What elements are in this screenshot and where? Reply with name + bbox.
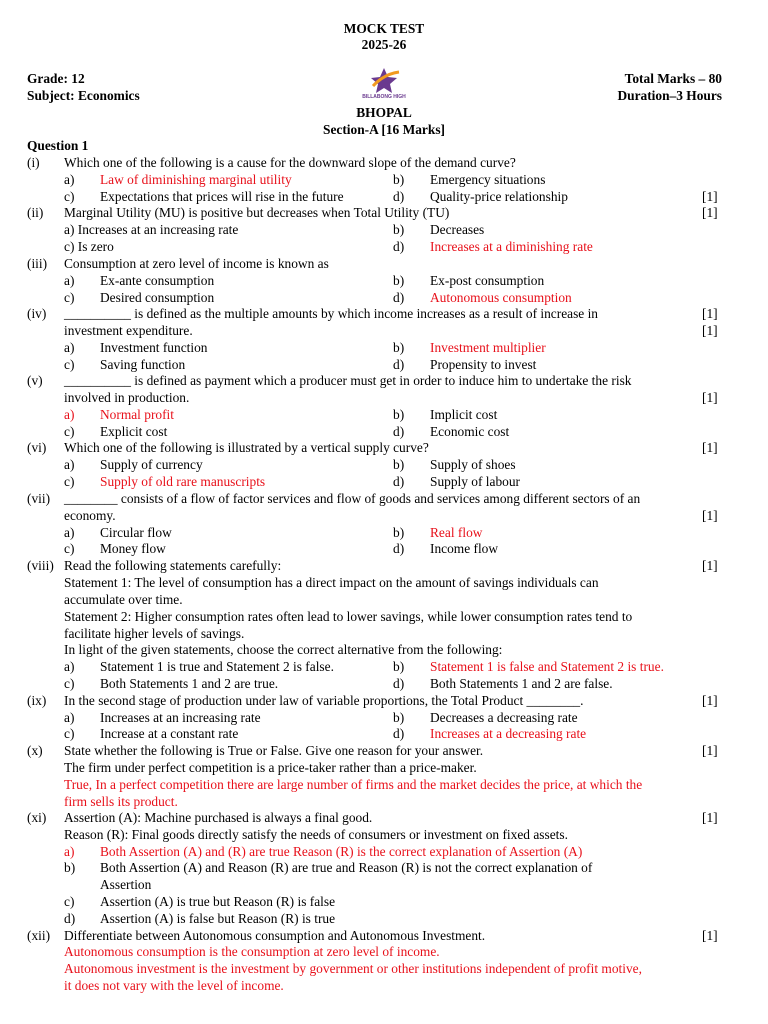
- option-a: Investment function: [100, 340, 208, 355]
- question-text: __________ is defined as payment which a producer must get in order to induce him to undertake the risk: [64, 373, 632, 388]
- option-d: Assertion (A) is false but Reason (R) is true: [100, 911, 336, 926]
- marks: [1]: [702, 189, 718, 204]
- option-d: Economic cost: [430, 424, 510, 439]
- option-a: a) Increases at an increasing rate: [64, 222, 239, 237]
- question-number: (ii): [27, 205, 44, 220]
- option-a: Ex-ante consumption: [100, 273, 215, 288]
- options-row: [0, 340, 768, 357]
- reason-text: Reason (R): Final goods directly satisfy the needs of consumers or investment on fixed assets.: [64, 827, 568, 842]
- option-c: Expectations that prices will rise in the future: [100, 189, 344, 204]
- options-row: [0, 525, 768, 542]
- star-logo-icon: [359, 66, 409, 96]
- option-b-answer: Real flow: [430, 525, 483, 540]
- option-row-cont: [0, 877, 768, 894]
- statement-1-cont: [0, 592, 768, 609]
- option-row: [0, 911, 768, 928]
- options-row: [0, 407, 768, 424]
- option-label: d): [393, 239, 405, 254]
- answer-text: Autonomous investment is the investment by government or other institutions independent of profit motive,: [64, 961, 642, 976]
- question-x: [0, 743, 768, 760]
- reason: [0, 827, 768, 844]
- option-label: b): [64, 860, 76, 875]
- options-row: [0, 710, 768, 727]
- city-label: BHOPAL: [356, 105, 412, 120]
- option-label: c): [64, 357, 75, 372]
- grade-label: Grade: 12: [27, 71, 85, 86]
- question-number: (vii): [27, 491, 51, 506]
- marks: [1]: [702, 743, 718, 758]
- option-c: Explicit cost: [100, 424, 168, 439]
- statement-2-cont: [0, 626, 768, 643]
- statement: [0, 760, 768, 777]
- question-text-cont: [0, 323, 768, 340]
- options-row: [0, 290, 768, 307]
- question-number: (iii): [27, 256, 48, 271]
- question-xi: [0, 810, 768, 827]
- option-label: d): [393, 424, 405, 439]
- option-b: Implicit cost: [430, 407, 498, 422]
- marks: [1]: [702, 928, 718, 943]
- question-vi: [0, 440, 768, 457]
- statement-text: Statement 2: Higher consumption rates often lead to lower savings, while lower consumption rates tend to: [64, 609, 633, 624]
- option-row: [0, 844, 768, 861]
- statement-text: The firm under perfect competition is a price-taker rather than a price-maker.: [64, 760, 477, 775]
- statement-2: [0, 609, 768, 626]
- question-text: __________ is defined as the multiple amounts by which income increases as a result of increase in: [64, 306, 598, 321]
- option-label: d): [393, 357, 405, 372]
- question-iv: [0, 306, 768, 323]
- duration: Duration–3 Hours: [617, 88, 722, 103]
- marks: [1]: [702, 558, 718, 573]
- options-row: [0, 659, 768, 676]
- options-row: [0, 239, 768, 256]
- option-b-cont: Assertion: [100, 877, 152, 892]
- option-c: c) Is zero: [64, 239, 114, 254]
- answer-line: [0, 944, 768, 961]
- question-number: (v): [27, 373, 43, 388]
- option-b: Both Assertion (A) and Reason (R) are true and Reason (R) is not the correct explanation of: [100, 860, 593, 875]
- option-d: Quality-price relationship: [430, 189, 568, 204]
- question-viii: [0, 558, 768, 575]
- option-label: b): [393, 457, 405, 472]
- question-text: ________ consists of a flow of factor services and flow of goods and services among different sectors of an: [64, 491, 641, 506]
- option-c: Increase at a constant rate: [100, 726, 239, 741]
- option-b-answer: Investment multiplier: [430, 340, 546, 355]
- option-c: Desired consumption: [100, 290, 215, 305]
- option-c: Both Statements 1 and 2 are true.: [100, 676, 279, 691]
- question-text: Read the following statements carefully:: [64, 558, 282, 573]
- option-a-answer: Law of diminishing marginal utility: [100, 172, 292, 187]
- answer-line: [0, 961, 768, 978]
- option-label: c): [64, 424, 75, 439]
- option-label: a): [64, 525, 75, 540]
- instruction: [0, 642, 768, 659]
- test-year: 2025-26: [361, 37, 407, 52]
- option-a-answer: Both Assertion (A) and (R) are true Reason (R) is the correct explanation of Assertion (A): [100, 844, 583, 859]
- option-a: Supply of currency: [100, 457, 203, 472]
- option-a: Statement 1 is true and Statement 2 is false.: [100, 659, 334, 674]
- options-row: [0, 474, 768, 491]
- question-number: (ix): [27, 693, 47, 708]
- option-a: Circular flow: [100, 525, 172, 540]
- marks: [1]: [702, 508, 718, 523]
- option-label: a): [64, 659, 75, 674]
- option-a: Increases at an increasing rate: [100, 710, 261, 725]
- option-label: b): [393, 340, 405, 355]
- option-label: c): [64, 894, 75, 909]
- option-label: a): [64, 844, 75, 859]
- option-label: c): [64, 676, 75, 691]
- option-label: a): [64, 340, 75, 355]
- option-label: b): [393, 222, 405, 237]
- question-number: (iv): [27, 306, 47, 321]
- option-label: c): [64, 541, 75, 556]
- statement-text: accumulate over time.: [64, 592, 183, 607]
- marks: [1]: [702, 810, 718, 825]
- options-row: [0, 222, 768, 239]
- statement-1: [0, 575, 768, 592]
- answer-text: True, In a perfect competition there are large number of firms and the market decides the price, at which the: [64, 777, 643, 792]
- question-number: (vi): [27, 440, 47, 455]
- option-b: Emergency situations: [430, 172, 546, 187]
- question-iii: [0, 256, 768, 273]
- question-text: investment expenditure.: [64, 323, 193, 338]
- question-text-cont: [0, 508, 768, 525]
- question-number: (viii): [27, 558, 54, 573]
- question-text: Consumption at zero level of income is known as: [64, 256, 329, 271]
- option-label: a): [64, 710, 75, 725]
- option-label: a): [64, 273, 75, 288]
- statement-text: Statement 1: The level of consumption has a direct impact on the amount of savings individuals can: [64, 575, 599, 590]
- question-number: (xi): [27, 810, 47, 825]
- option-d-answer: Increases at a diminishing rate: [430, 239, 593, 254]
- section-title: Section-A [16 Marks]: [323, 122, 445, 137]
- option-d: Income flow: [430, 541, 499, 556]
- option-label: d): [393, 676, 405, 691]
- option-a-answer: Normal profit: [100, 407, 175, 422]
- option-d-answer: Increases at a decreasing rate: [430, 726, 587, 741]
- marks: [1]: [702, 693, 718, 708]
- options-row: [0, 541, 768, 558]
- option-label: d): [393, 726, 405, 741]
- question-ix: [0, 693, 768, 710]
- question-text: State whether the following is True or False. Give one reason for your answer.: [64, 743, 484, 758]
- answer-line: [0, 777, 768, 794]
- options-row: [0, 172, 768, 189]
- options-row: [0, 357, 768, 374]
- school-logo: [359, 66, 409, 104]
- question-text: Which one of the following is a cause for the downward slope of the demand curve?: [64, 155, 516, 170]
- question-number: (xii): [27, 928, 51, 943]
- option-label: d): [64, 911, 76, 926]
- option-d: Both Statements 1 and 2 are false.: [430, 676, 613, 691]
- option-d: Propensity to invest: [430, 357, 537, 372]
- option-label: b): [393, 407, 405, 422]
- answer-text: firm sells its product.: [64, 794, 178, 809]
- question-text: Marginal Utility (MU) is positive but decreases when Total Utility (TU): [64, 205, 450, 220]
- option-label: d): [393, 189, 405, 204]
- question-xii: [0, 928, 768, 945]
- question-heading: Question 1: [27, 138, 89, 153]
- total-marks: Total Marks – 80: [624, 71, 722, 86]
- option-label: b): [393, 659, 405, 674]
- question-text: In the second stage of production under law of variable proportions, the Total Product ________.: [64, 693, 584, 708]
- statement-text: facilitate higher levels of savings.: [64, 626, 245, 641]
- option-d-answer: Autonomous consumption: [430, 290, 572, 305]
- subject-label: Subject: Economics: [27, 88, 140, 103]
- question-text-cont: [0, 390, 768, 407]
- option-label: b): [393, 172, 405, 187]
- question-number: (x): [27, 743, 43, 758]
- question-i: [0, 155, 768, 172]
- marks: [1]: [702, 205, 718, 220]
- options-row: [0, 273, 768, 290]
- option-label: d): [393, 290, 405, 305]
- question-text: involved in production.: [64, 390, 190, 405]
- logo-text: BILLABONG HIGH: [362, 94, 406, 100]
- options-row: [0, 189, 768, 206]
- option-c: Assertion (A) is true but Reason (R) is false: [100, 894, 336, 909]
- option-label: c): [64, 189, 75, 204]
- answer-line: [0, 794, 768, 811]
- option-b: Decreases: [430, 222, 485, 237]
- question-number: (i): [27, 155, 40, 170]
- answer-text: it does not vary with the level of income.: [64, 978, 284, 993]
- option-label: a): [64, 457, 75, 472]
- options-row: [0, 676, 768, 693]
- instruction-text: In light of the given statements, choose the correct alternative from the following:: [64, 642, 503, 657]
- question-text: Differentiate between Autonomous consumption and Autonomous Investment.: [64, 928, 486, 943]
- option-row: [0, 860, 768, 877]
- options-row: [0, 424, 768, 441]
- marks: [1]: [702, 390, 718, 405]
- marks: [1]: [702, 323, 718, 338]
- options-row: [0, 726, 768, 743]
- question-v: [0, 373, 768, 390]
- question-text: Which one of the following is illustrated by a vertical supply curve?: [64, 440, 429, 455]
- option-label: d): [393, 474, 405, 489]
- option-label: a): [64, 172, 75, 187]
- option-b: Decreases a decreasing rate: [430, 710, 578, 725]
- option-label: d): [393, 541, 405, 556]
- option-label: c): [64, 474, 75, 489]
- answer-text: Autonomous consumption is the consumption at zero level of income.: [64, 944, 440, 959]
- question-vii: [0, 491, 768, 508]
- option-b: Ex-post consumption: [430, 273, 545, 288]
- option-b-answer: Statement 1 is false and Statement 2 is true.: [430, 659, 664, 674]
- question-text: Assertion (A): Machine purchased is always a final good.: [64, 810, 373, 825]
- test-title: MOCK TEST: [343, 21, 425, 36]
- option-label: b): [393, 273, 405, 288]
- option-label: a): [64, 407, 75, 422]
- marks: [1]: [702, 440, 718, 455]
- option-label: c): [64, 290, 75, 305]
- option-b: Supply of shoes: [430, 457, 516, 472]
- option-label: b): [393, 710, 405, 725]
- options-row: [0, 457, 768, 474]
- option-row: [0, 894, 768, 911]
- option-label: b): [393, 525, 405, 540]
- marks: [1]: [702, 306, 718, 321]
- question-ii: [0, 205, 768, 222]
- option-c: Money flow: [100, 541, 166, 556]
- option-d: Supply of labour: [430, 474, 521, 489]
- option-label: c): [64, 726, 75, 741]
- question-text: economy.: [64, 508, 116, 523]
- answer-line: [0, 978, 768, 995]
- option-c-answer: Supply of old rare manuscripts: [100, 474, 266, 489]
- option-c: Saving function: [100, 357, 186, 372]
